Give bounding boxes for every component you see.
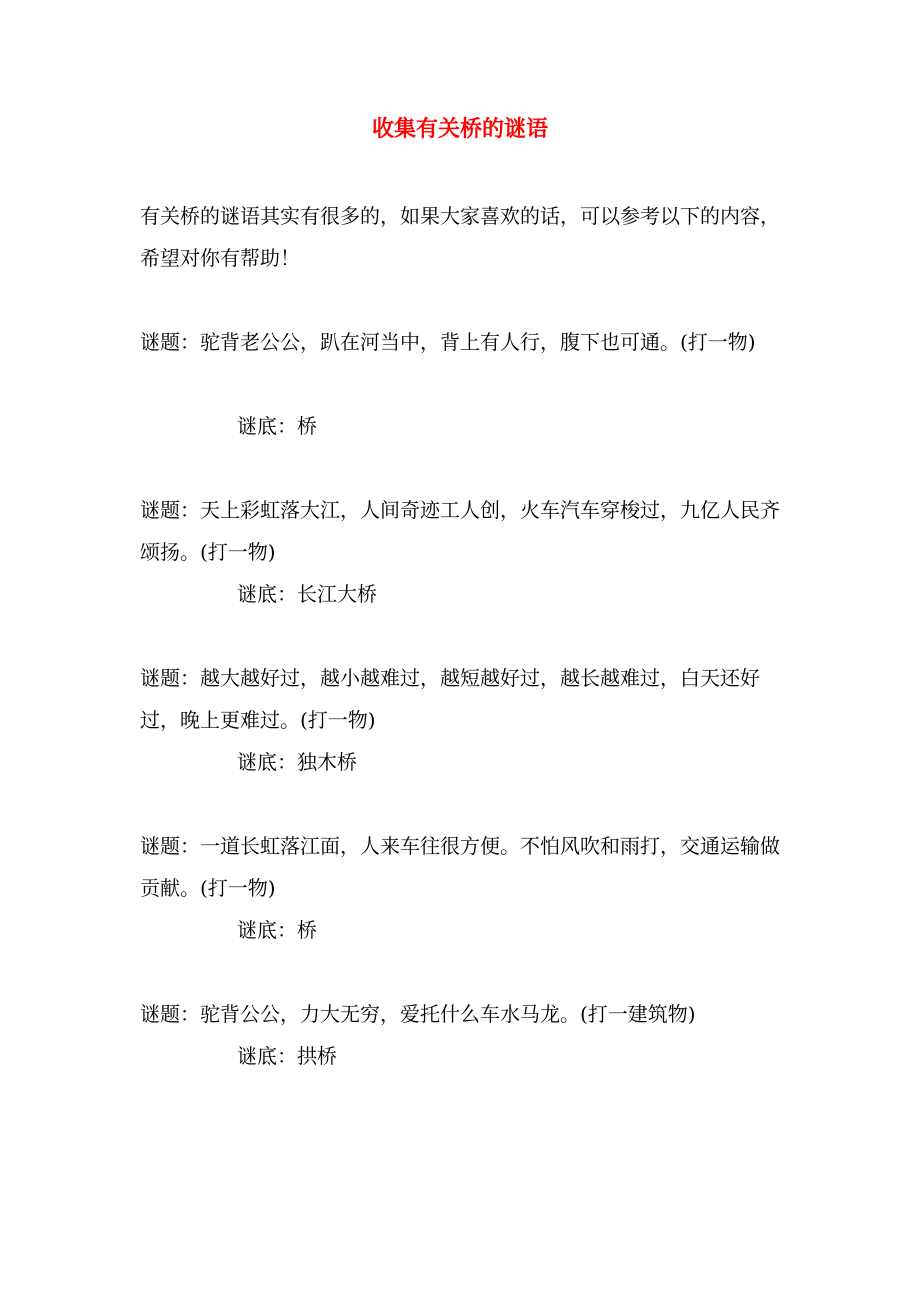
riddle-question-3: 谜题：越大越好过，越小越难过，越短越好过，越长越难过，白天还好过，晚上更难过。(打一物)	[140, 666, 760, 732]
riddle-question-4: 谜题：一道长虹落江面，人来车往很方便。不怕风吹和雨打，交通运输做贡献。(打一物)	[140, 834, 780, 900]
riddle-answer-5: 谜底：拱桥	[237, 1044, 337, 1068]
riddle-question-2: 谜题：天上彩虹落大江，人间奇迹工人创，火车汽车穿梭过，九亿人民齐颂扬。(打一物)	[140, 498, 780, 564]
riddle-answer-4: 谜底：桥	[237, 918, 317, 942]
riddle-answer-3: 谜底：独木桥	[237, 750, 357, 774]
riddle-answer-2: 谜底：长江大桥	[237, 582, 377, 606]
riddle-question-1: 谜题：驼背老公公，趴在河当中，背上有人行，腹下也可通。(打一物)	[140, 330, 756, 354]
intro-paragraph: 有关桥的谜语其实有很多的，如果大家喜欢的话，可以参考以下的内容，希望对你有帮助！	[140, 204, 780, 270]
riddle-answer-1: 谜底：桥	[237, 414, 317, 438]
riddle-question-5: 谜题：驼背公公，力大无穷，爱托什么车水马龙。(打一建筑物)	[140, 1002, 696, 1026]
page-title: 收集有关桥的谜语	[371, 116, 548, 142]
